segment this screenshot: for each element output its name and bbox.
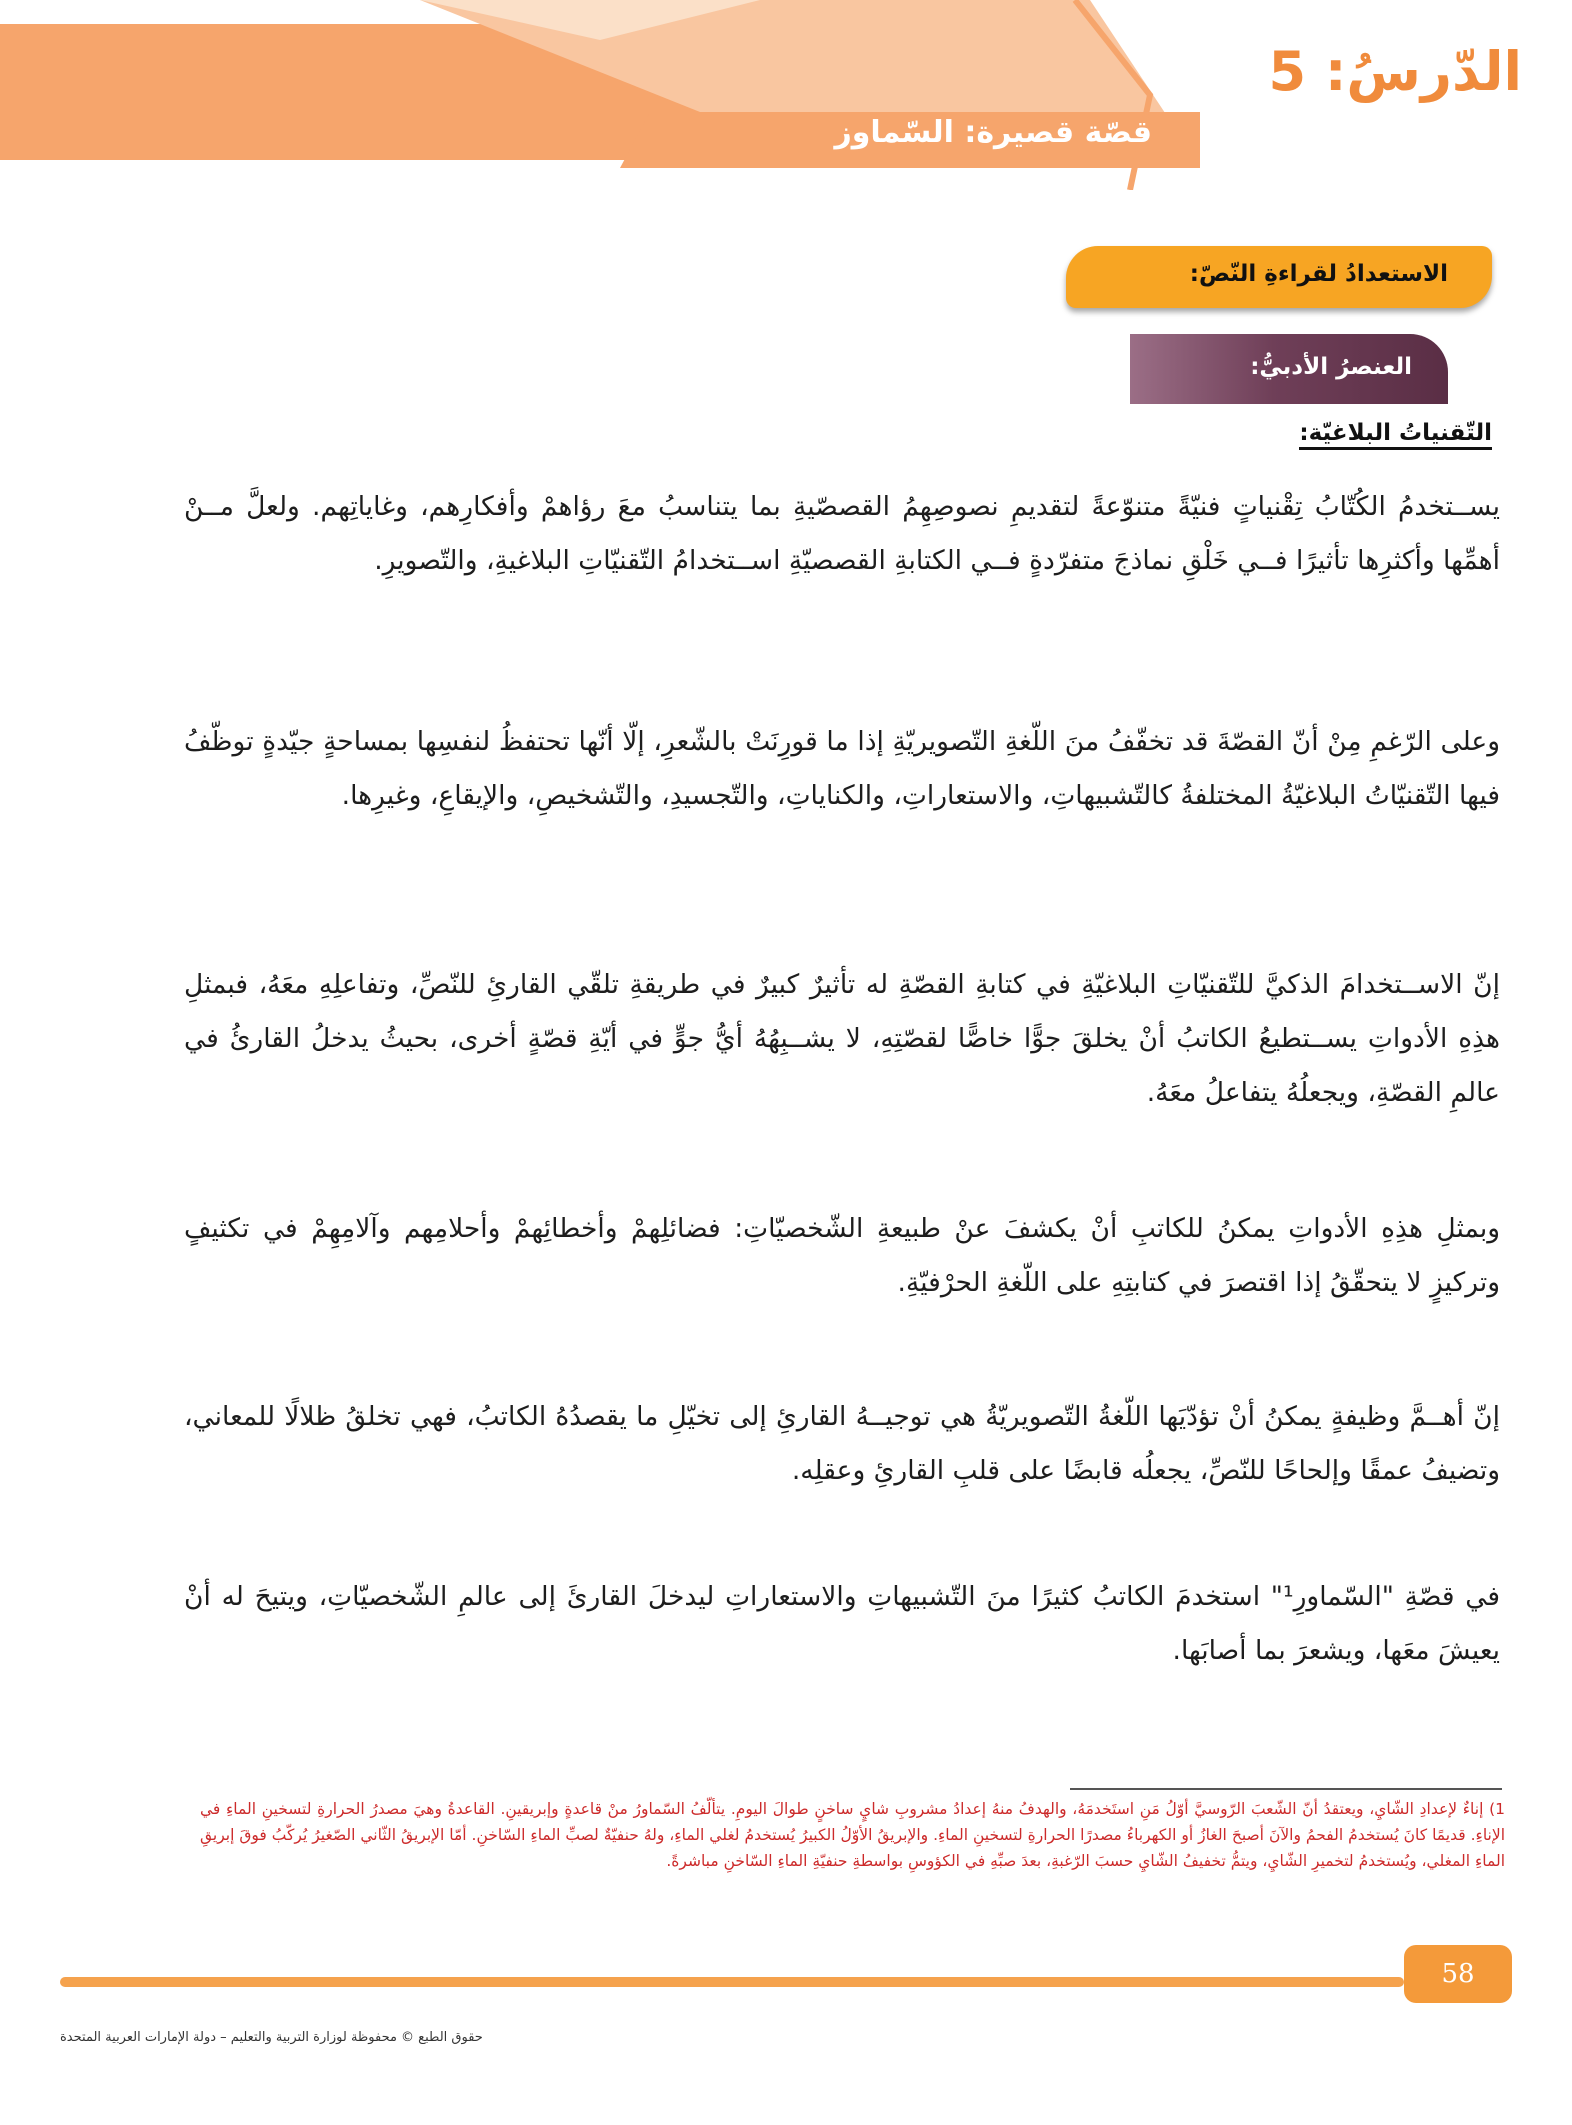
lesson-subtitle: قصّة قصيرة: السّماوز — [834, 115, 1152, 150]
body-paragraph-3: إنّ الاســتخدامَ الذكيَّ للتّقنيّاتِ البلاغيّةِ في كتابةِ القصّةِ له تأثيرٌ كبيرٌ في طريقةِ تلقّي القارئِ للنّصِّ، وتفاعلِهِ معَهُ، فبمثلِ هذِهِ الأدواتِ يســتطيعُ الكاتبُ أنْ يخلقَ جوًّا خاصًّا لقصّتِهِ، لا يشــبِهُهُ أيُّ جوٍّ في أيّةِ قصّةٍ أخرى، بحيثُ يدخلُ القارئُ في عالمِ القصّةِ، ويجعلُهُ يتفاعلُ معَهُ. — [184, 969, 1500, 1108]
body-paragraph-6: في قصّةِ "السّماورِ¹" استخدمَ الكاتبُ كثيرًا منَ التّشبيهاتِ والاستعاراتِ ليدخلَ القارئَ إلى عالمِ الشّخصيّاتِ، ويتيحَ له أنْ يعيشَ معَها، ويشعرَ بما أصابَها. — [184, 1581, 1500, 1666]
page-number-tab — [1404, 1945, 1512, 2003]
copyright-notice: حقوق الطبع © محفوظة لوزارة التربية والتعليم – دولة الإمارات العربية المتحدة — [60, 2030, 483, 2045]
footnote-text: 1) إناءٌ لإعدادِ الشّايِ، ويعتقدُ أنّ الشّعبَ الرّوسيَّ أوّلُ مَنِ استَخدمَهُ، والهدفُ منهُ إعدادُ مشروبِ شايٍ ساخنٍ طوالَ اليومِ. يتألّفُ السّماورُ منْ قاعدةٍ وإبريقينِ. القاعدةُ وهيَ مصدرُ الحرارةِ لتسخينِ الماءِ في الإناءِ. قديمًا كانَ يُستخدمُ الفحمُ والآنَ أصبحَ الغازُ أو الكهرباءُ مصدرًا الحرارةِ لتسخينِ الماءِ. والإبريقُ الأوّلُ الكبيرُ يُستخدمُ لغلي الماءِ، ولهُ حنفيّةٌ لصبِّ الماءِ السّاخنِ. أمّا الإبريقُ الثّاني الصّغيرُ يُركّبُ فوقَ إبريقِ الماءِ المغلي، ويُستخدمُ لتخميرِ الشّايِ، ويتمُّ تخفيفُ الشّايِ حسبَ الرّغبةِ، بعدَ صبِّهِ في الكؤوسِ بواسطةِ حنفيّةِ الماءِ السّاخنِ مباشرةً. — [200, 1800, 1505, 1870]
footnote-divider — [1070, 1788, 1502, 1790]
body-paragraph-4: وبمثلِ هذِهِ الأدواتِ يمكنُ للكاتبِ أنْ يكشفَ عنْ طبيعةِ الشّخصيّاتِ: فضائلِهمْ وأخطائِهمْ وأحلامِهم وآلامِهِمْ في تكثيفٍ وتركيزٍ لا يتحقّقُ إذا اقتصرَ في كتابتِهِ على اللّغةِ الحرْفيّةِ. — [184, 1213, 1500, 1298]
literary-element-pill — [1130, 334, 1448, 404]
footer-bar — [60, 1977, 1404, 1987]
body-paragraph-1: يســتخدمُ الكُتّابُ تِقْنياتٍ فنيّةً متنوّعةً لتقديمِ نصوصِهِمُ القصصّيةِ بما يتناسبُ معَ رؤاهمْ وأفكارِهم، وغاياتِهم. ولعلَّ مــنْ أهمِّها وأكثرِها تأثيرًا فــي خَلْقِ نماذجَ متفرّدةٍ فــي الكتابةِ القصصيّةِ اســتخدامُ التّقنيّاتِ البلاغيةِ، والتّصويرِ. — [184, 491, 1500, 576]
body-paragraph-5: إنّ أهــمَّ وظيفةٍ يمكنُ أنْ تؤدّيَها اللّغةُ التّصويريّةُ هي توجيــهُ القارئِ إلى تخيّلِ ما يقصدُهُ الكاتبُ، فهي تخلقُ ظلالًا للمعاني، وتضيفُ عمقًا وإلحاحًا للنّصِّ، يجعلُه قابضًا على قلبِ القارئِ وعقلِه. — [184, 1401, 1500, 1486]
body-paragraph-2: وعلى الرّغمِ مِنْ أنّ القصّةَ قد تخفّفُ منَ اللّغةِ التّصويريّةِ إذا ما قورِنَتْ بالشّعرِ، إلّا أنّها تحتفظُ لنفسِها بمساحةٍ جيّدةٍ توظّفُ فيها التّقنيّاتُ البلاغيّةُ المختلفةُ كالتّشبيهاتِ، والاستعاراتِ، والكناياتِ، والتّجسيدِ، والتّشخيصِ، والإيقاعِ، وغيرِها. — [184, 726, 1500, 811]
literary-element-label: العنصرُ الأدبيُّ: — [1250, 354, 1412, 380]
lesson-title: الدّرسُ: 5 — [1268, 40, 1522, 103]
reading-prep-label: الاستعدادُ لقراءةِ النّصّ: — [1189, 261, 1448, 287]
page-number: 58 — [1441, 1959, 1475, 1989]
reading-prep-pill — [1066, 246, 1492, 308]
rhetorical-techniques-heading: التّقنياتُ البلاغيّة: — [1299, 420, 1492, 450]
